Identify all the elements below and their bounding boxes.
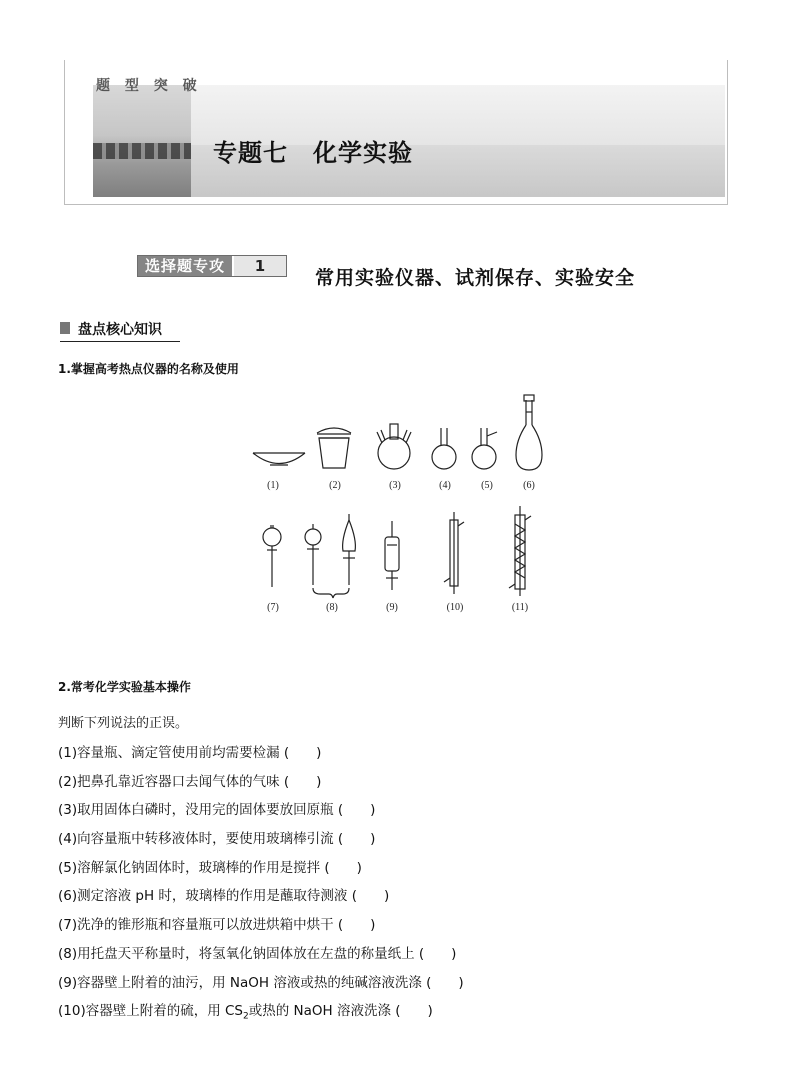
volumetric-flask-icon bbox=[516, 395, 542, 470]
crucible-icon bbox=[317, 428, 351, 468]
question-item: (2)把鼻孔靠近容器口去闻气体的气味 ( ) bbox=[58, 773, 322, 790]
question-item: (9)容器壁上附着的油污，用 NaOH 溶液或热的纯碱溶液洗涤 ( ) bbox=[58, 974, 464, 991]
question-item: (3)取用固体白磷时，没用完的固体要放回原瓶 ( ) bbox=[58, 802, 376, 819]
badge-number: 1 bbox=[234, 256, 286, 276]
section-badge bbox=[137, 255, 287, 277]
question-item: (7)洗净的锥形瓶和容量瓶可以放进烘箱中烘干 ( ) bbox=[58, 917, 376, 934]
section-title: 常用实验仪器、试剂保存、实验安全 bbox=[315, 267, 636, 289]
question-10-text: (10)容器壁上附着的硫，用 CS bbox=[58, 1003, 243, 1020]
chapter-title: 专题七 化学实验 bbox=[213, 139, 413, 167]
question-item: (5)溶解氯化钠固体时，玻璃棒的作用是搅拌 ( ) bbox=[58, 859, 362, 876]
straight-condenser-icon bbox=[444, 512, 464, 594]
ball-funnel-icon bbox=[263, 525, 281, 587]
question-list bbox=[58, 741, 464, 1028]
distillation-flask-icon bbox=[472, 428, 497, 469]
knowledge-header-text: 盘点核心知识 bbox=[78, 322, 162, 338]
round-bottom-flask-icon bbox=[432, 428, 456, 469]
apparatus-label: (5) bbox=[481, 480, 493, 491]
question-item: (4)向容量瓶中转移液体时，要使用玻璃棒引流 ( ) bbox=[58, 831, 376, 848]
apparatus-label: (3) bbox=[389, 480, 401, 491]
apparatus-label: (10) bbox=[446, 602, 464, 613]
three-neck-flask-icon bbox=[377, 424, 411, 469]
coil-condenser-icon bbox=[509, 506, 531, 596]
dropping-funnel-icon bbox=[385, 521, 399, 590]
badge-label: 选择题专攻 bbox=[138, 256, 234, 276]
subscript-2: 2 bbox=[243, 1011, 249, 1022]
question-10-rest: 或热的 NaOH 溶液洗涤 ( ) bbox=[248, 1003, 433, 1020]
apparatus-label: (9) bbox=[386, 602, 398, 613]
evaporating-dish-icon bbox=[253, 453, 305, 465]
question-item: (8)用托盘天平称量时，将氢氧化钠固体放在左盘的称量纸上 ( ) bbox=[58, 945, 457, 962]
apparatus-label: (11) bbox=[511, 602, 529, 613]
apparatus-label: (2) bbox=[329, 480, 341, 491]
apparatus-label: (1) bbox=[267, 480, 279, 491]
knowledge-header bbox=[60, 319, 180, 342]
question-item: (1)容量瓶、滴定管使用前均需要检漏 ( ) bbox=[58, 745, 322, 761]
document-icon bbox=[60, 322, 70, 334]
apparatus-label: (8) bbox=[326, 602, 338, 613]
heading-operations: 2.常考化学实验基本操作 bbox=[58, 680, 191, 694]
heading-instruments: 1.掌握高考热点仪器的名称及使用 bbox=[58, 362, 239, 376]
apparatus-label: (6) bbox=[523, 480, 535, 491]
apparatus-label: (7) bbox=[267, 602, 279, 613]
separatory-funnels-icon bbox=[305, 514, 355, 598]
question-item bbox=[58, 999, 464, 1028]
question-item: (6)测定溶液 pH 时，玻璃棒的作用是蘸取待测液 ( ) bbox=[58, 888, 390, 905]
judge-intro: 判断下列说法的正误。 bbox=[58, 716, 189, 731]
banner-tag: 题 型 突 破 bbox=[96, 78, 202, 94]
apparatus-label: (4) bbox=[439, 480, 451, 491]
